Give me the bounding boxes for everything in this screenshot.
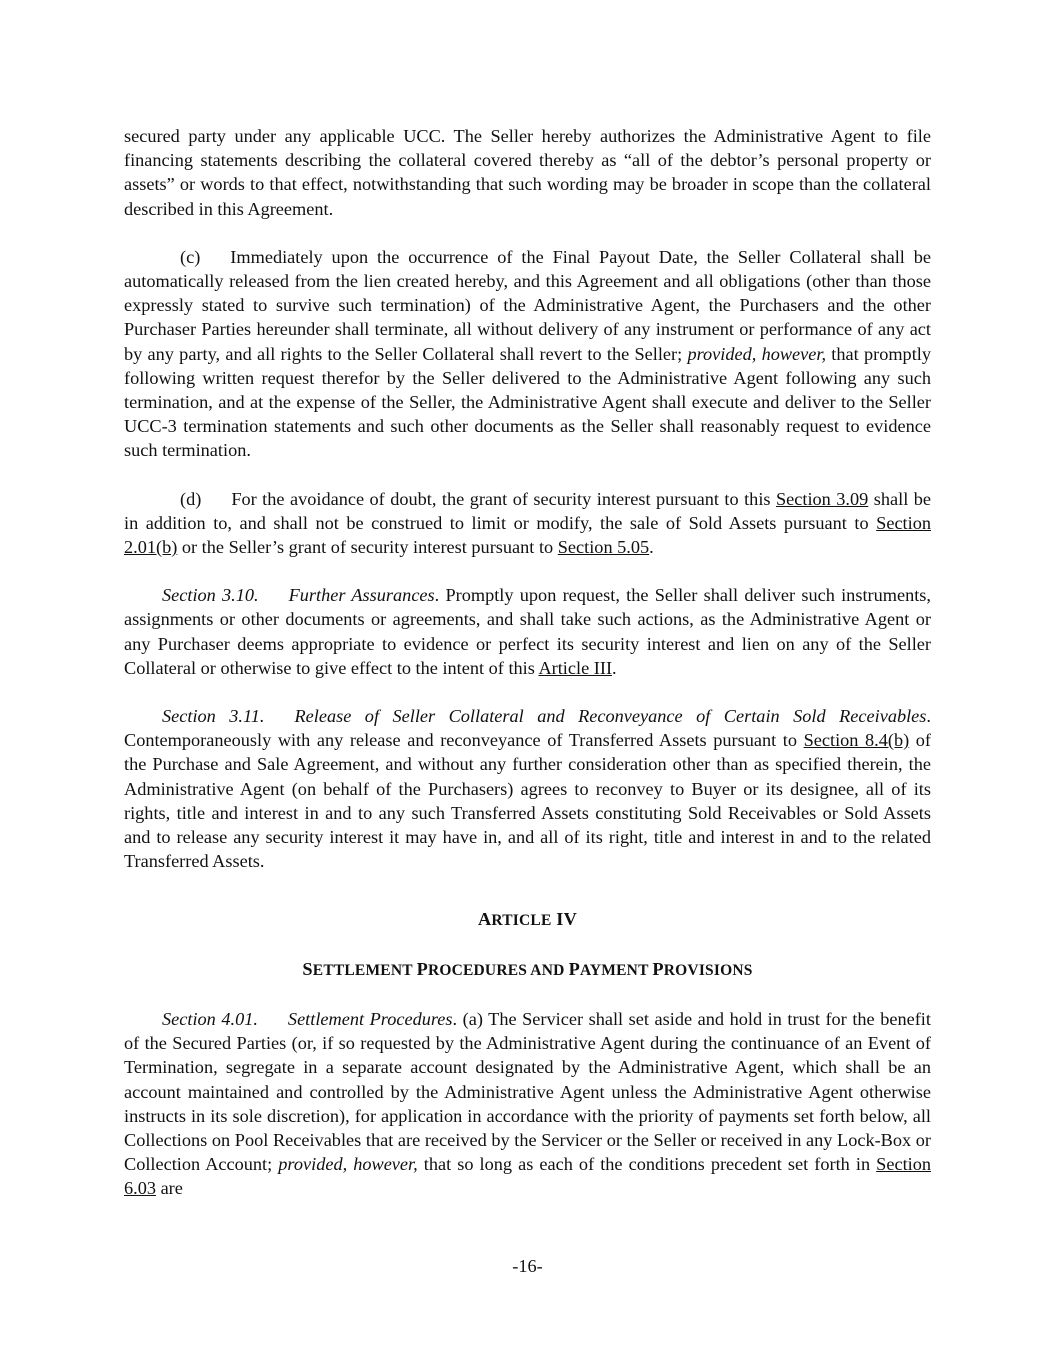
section-3-09-ref: Section 3.09 [775, 488, 869, 509]
section-2-01b-ref: Section 2.01(b) [124, 512, 931, 558]
clause-label: (c) [180, 246, 201, 267]
article-iii-ref: Article III [538, 657, 613, 678]
section-8-4b-ref: Section 8.4(b) [803, 730, 910, 751]
paragraph-d: (d) For the avoidance of doubt, the grant of security interest pursuant to this Section 3.09 shall be in addition to, and shall not be construed to limit or modify, the sale of Sold Assets pursuant to Section 2.01(b) or the Seller’s grant of security interest pursuant to Section 5.05. [124, 488, 931, 558]
section-title: Further Assurances [288, 585, 435, 606]
section-number: Section 3.10. [162, 585, 259, 606]
section-6-03-ref: Section 6.03 [124, 1154, 932, 1199]
clause-label: (d) [180, 488, 202, 509]
paragraph-continuation: secured party under any applicable UCC. The Seller hereby authorizes the Administrative Agent to file financing statements describing the collateral covered thereby as “all of the debtor’s personal property or assets” or words to that effect, notwithstanding that such wording may be broader in scope than the collateral described in this Agreement. [124, 126, 931, 219]
article-heading: ARTICLE IV [478, 909, 577, 930]
section-4-01: Section 4.01. Settlement Procedures. (a) The Servicer shall set aside and hold in trust for the benefit of the Secured Parties (or, if so requested by the Administrative Agent during the continuance of an Event of Termination, segregate in a separate account designated by the Administrative Agent, which shall be an account maintained and controlled by the Administrative Agent unless the Administrative Agent otherwise instructs in its sole discretion), for application in accordance with the priority of payments set forth below, all Collections on Pool Receivables that are received by the Servicer or the Seller or received in any Lock-Box or Collection Account; provided, however, that so long as each of the conditions precedent set forth in Section 6.03 are [124, 1008, 932, 1199]
section-title: Release of Seller Collateral and Reconveyance of Certain Sold Receivables [294, 706, 927, 727]
section-3-10: Section 3.10. Further Assurances. Promptly upon request, the Seller shall deliver such instruments, assignments or other documents or agreements, and shall take such actions, as the Administrative Agent or any Purchaser deems appropriate to evidence or perfect its security interest and lien on any of the Seller Collateral or otherwise to give effect to the intent of this Article III. [124, 585, 931, 678]
section-title: Settlement Procedures [287, 1008, 453, 1029]
page-number: -16- [512, 1256, 543, 1276]
section-5-05-ref: Section 5.05 [557, 537, 650, 558]
section-number: Section 3.11. [162, 706, 265, 727]
paragraph-c: (c) Immediately upon the occurrence of the Final Payout Date, the Seller Collateral shall be automatically released from the lien created hereby, and this Agreement and all obligations (other than those expressly stated to survive such termination) of the Administrative Agent, the Purchasers and the other Purchaser Parties hereunder shall terminate, all without delivery of any instrument or performance of any act by any party, and all rights to the Seller Collateral shall revert to the Seller; provided, however, that promptly following written request therefor by the Seller delivered to the Administrative Agent following any such termination, and at the expense of the Seller, the Administrative Agent shall execute and deliver to the Seller UCC-3 termination statements and such other documents as the Seller shall reasonably request to evidence such termination. [124, 246, 931, 461]
article-title: SETTLEMENT PROCEDURES AND PAYMENT PROVISIONS [302, 958, 753, 979]
document-page [124, 124, 931, 1201]
section-number: Section 4.01. [162, 1008, 258, 1029]
section-3-11: Section 3.11. Release of Seller Collateral and Reconveyance of Certain Sold Receivables. Contemporaneously with any release and reconveyance of Transferred Assets pursuant to Section 8.4(b) of the Purchase and Sale Agreement, and without any further consideration other than as specified therein, the Administrative Agent (on behalf of the Purchasers) agrees to reconvey to Buyer or its designee, all of its rights, title and interest in and to any such Transferred Assets constituting Sold Receivables or Sold Assets and to release any security interest it may have in, and all of its right, title and interest in and to the related Transferred Assets. [124, 706, 931, 872]
